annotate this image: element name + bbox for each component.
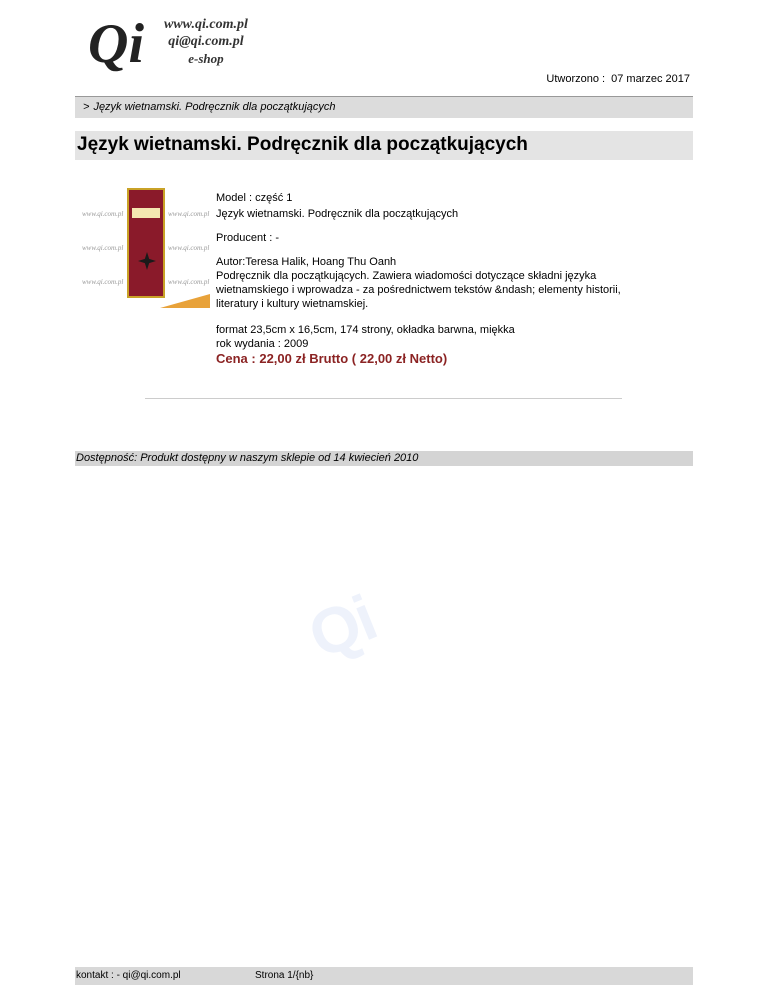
star-icon [138,252,156,270]
created-value: 07 marzec 2017 [611,73,690,85]
cover-watermark: www.qi.com.pl [82,278,124,286]
breadcrumb [75,96,693,118]
logo-text [164,16,248,67]
logo-url: www.qi.com.pl [164,17,248,32]
book-cover-label [132,208,160,218]
page-title: Język wietnamski. Podręcznik dla początkujących [75,131,693,160]
product-format: format 23,5cm x 16,5cm, 174 strony, okładka barwna, miękka [216,324,515,336]
divider [145,398,622,399]
breadcrumb-item[interactable]: Język wietnamski. Podręcznik dla początkujących [93,101,336,113]
logo-eshop: e-shop [188,51,224,66]
logo-mark: Qi [88,13,144,75]
book-cover [127,188,165,298]
shop-logo [82,14,322,76]
product-image [82,188,210,308]
created-date [546,73,690,85]
cover-corner-badge [160,294,210,308]
availability-bar: Dostępność: Produkt dostępny w naszym sklepie od 14 kwiecień 2010 [75,451,693,466]
product-year: rok wydania : 2009 [216,338,309,350]
product-info [216,191,656,366]
product-price: Cena : 22,00 zł Brutto ( 22,00 zł Netto) [216,351,448,366]
created-label: Utworzono : [546,73,606,85]
logo-email: qi@qi.com.pl [168,34,244,49]
qi-watermark: Qi [298,581,385,673]
product-author: Autor:Teresa Halik, Hoang Thu Oanh [216,256,397,268]
cover-watermark: www.qi.com.pl [168,244,210,252]
cover-watermark: www.qi.com.pl [82,244,124,252]
product-model: Model : część 1 [216,192,293,204]
cover-watermark: www.qi.com.pl [168,278,210,286]
product-producer: Producent : - [216,232,279,244]
footer-contact: kontakt : - qi@qi.com.pl [76,970,181,981]
cover-watermark: www.qi.com.pl [168,210,210,218]
footer [75,967,693,985]
footer-page-number: Strona 1/{nb} [255,970,314,981]
cover-watermark: www.qi.com.pl [82,210,124,218]
product-description: Podręcznik dla początkujących. Zawiera wiadomości dotyczące składni języka wietnamskiego i wprowadza - za pośrednictwem tekstów &ndash; elementy historii, literatury i kultury wietnamskiej. [216,270,621,310]
product-name: Język wietnamski. Podręcznik dla początkujących [216,208,459,220]
breadcrumb-arrow: > [83,101,90,113]
